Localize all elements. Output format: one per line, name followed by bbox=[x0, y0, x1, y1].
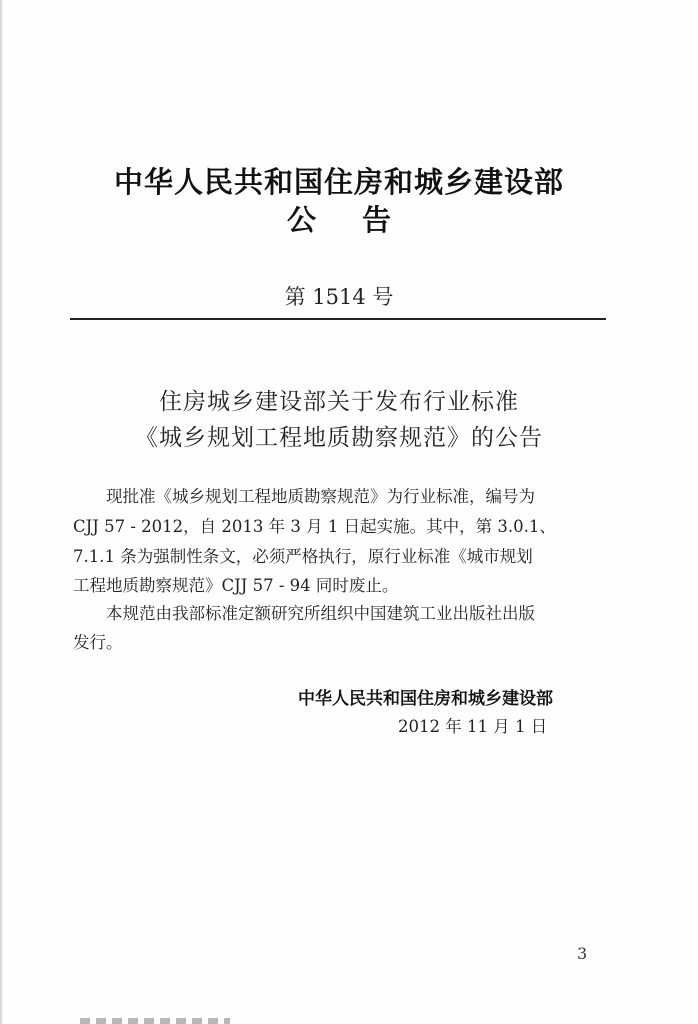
signature-date: 2012 年 11 月 1 日 bbox=[398, 717, 548, 736]
page-number: 3 bbox=[577, 944, 588, 963]
notice-heading: 公告 bbox=[286, 203, 437, 237]
body-paragraph-1-line-4: 工程地质勘察规范》CJJ 57 - 94 同时废止。 bbox=[73, 576, 399, 595]
issuing-organization-title: 中华人民共和国住房和城乡建设部 bbox=[113, 165, 564, 199]
signature-organization: 中华人民共和国住房和城乡建设部 bbox=[298, 689, 553, 709]
body-paragraph-1-line-2: CJJ 57 - 2012，自 2013 年 3 月 1 日起实施。其中，第 3.0.1、 bbox=[73, 517, 556, 536]
headline-line-2: 《城乡规划工程地质勘察规范》的公告 bbox=[135, 425, 543, 451]
body-paragraph-2-line-2: 发行。 bbox=[73, 633, 123, 652]
scan-artifact bbox=[80, 1018, 230, 1024]
horizontal-divider bbox=[70, 318, 606, 320]
page-edge-shadow bbox=[0, 0, 3, 1024]
body-paragraph-1-line-1: 现批准《城乡规划工程地质勘察规范》为行业标准，编号为 bbox=[106, 487, 535, 506]
body-paragraph-1-line-3: 7.1.1 条为强制性条文，必须严格执行，原行业标准《城市规划 bbox=[73, 547, 533, 566]
body-paragraph-2-line-1: 本规范由我部标准定额研究所组织中国建筑工业出版社出版 bbox=[106, 604, 535, 623]
headline-line-1: 住房城乡建设部关于发布行业标准 bbox=[159, 389, 519, 415]
notice-number: 第 1514 号 bbox=[284, 285, 394, 309]
